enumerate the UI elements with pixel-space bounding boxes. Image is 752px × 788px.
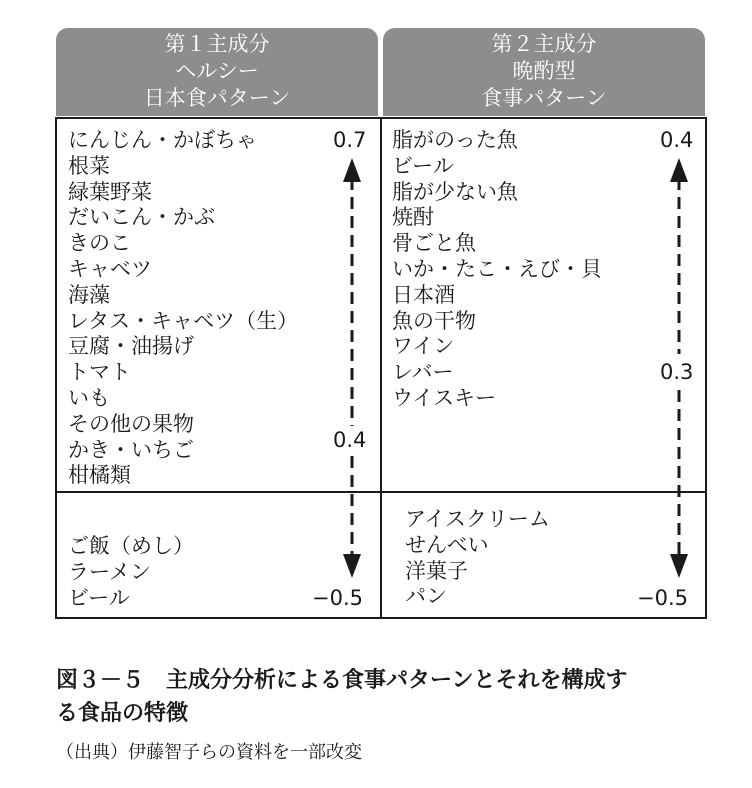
list-item: いか・たこ・えび・貝: [392, 256, 602, 281]
sign-divider: [55, 491, 707, 493]
pc2-header: [383, 28, 705, 116]
list-item: 柑橘類: [68, 463, 131, 488]
list-item: 骨ごと魚: [392, 231, 476, 256]
figure-source: （出典）伊藤智子らの資料を一部改変: [56, 742, 362, 763]
list-item: レバー: [392, 360, 454, 385]
pc2-arrow-head-down: [670, 554, 688, 578]
list-item: せんべい: [405, 532, 489, 557]
list-item: 脂が少ない魚: [392, 179, 518, 204]
pc2-top-value: 0.4: [660, 128, 694, 152]
list-item: ウイスキー: [392, 385, 497, 410]
list-item: 日本酒: [392, 282, 455, 307]
pc1-dashed-arrow: [340, 158, 364, 578]
list-item: ビール: [68, 585, 130, 610]
list-item: 魚の干物: [392, 308, 476, 333]
pc1-arrow-head-up: [343, 158, 361, 182]
pc2-header-title: 第２主成分: [491, 32, 597, 56]
list-item: パン: [405, 584, 447, 609]
list-item: ご飯（めし）: [68, 534, 194, 558]
pc1-header-pattern: 日本食パターン: [143, 86, 291, 110]
list-item: だいこん・かぶ: [68, 205, 215, 230]
list-item: トマト: [68, 360, 131, 385]
pc2-header-pattern: 食事パターン: [481, 86, 607, 110]
pc1-positive-list: [68, 128, 298, 489]
figure-caption-line1: 図３－５ 主成分分析による食事パターンとそれを構成す: [56, 668, 628, 693]
list-item: アイスクリーム: [405, 507, 550, 531]
list-item: 洋菓子: [405, 558, 468, 583]
list-item: 焼酎: [392, 205, 434, 230]
pc1-header-name: ヘルシー: [175, 59, 259, 83]
list-item: きのこ: [68, 231, 131, 256]
list-item: 脂がのった魚: [392, 128, 518, 152]
column-divider: [380, 117, 382, 619]
pc2-mid-value: 0.3: [660, 360, 694, 384]
list-item: レタス・キャベツ（生）: [68, 308, 299, 333]
pc2-dashed-arrow: [667, 158, 691, 578]
pc1-header: [56, 28, 378, 116]
list-item: いも: [68, 385, 110, 410]
figure-caption-line2: る食品の特徴: [56, 701, 189, 726]
list-item: 海藻: [68, 282, 110, 307]
list-item: 根菜: [68, 153, 110, 178]
pc2-positive-list: [392, 128, 602, 412]
list-item: にんじん・かぼちゃ: [68, 128, 257, 152]
pc1-arrow-head-down: [343, 554, 361, 578]
list-item: その他の果物: [68, 411, 194, 436]
list-item: かき・いちご: [68, 437, 194, 462]
list-item: 緑葉野菜: [68, 179, 152, 204]
figure-caption: [56, 664, 716, 730]
list-item: キャベツ: [68, 256, 152, 281]
pc1-bottom-value: −0.5: [312, 586, 363, 610]
pc1-negative-list: [68, 534, 194, 611]
pc2-bottom-value: −0.5: [637, 586, 688, 610]
pc1-header-title: 第１主成分: [164, 32, 270, 56]
list-item: ビール: [392, 153, 454, 178]
list-item: 豆腐・油揚げ: [68, 334, 194, 359]
pc1-mid-value: 0.4: [333, 428, 367, 452]
list-item: ワイン: [392, 334, 455, 359]
list-item: ラーメン: [68, 559, 151, 584]
pc2-arrow-head-up: [670, 158, 688, 182]
pc2-negative-list: [405, 507, 550, 610]
pc1-top-value: 0.7: [333, 128, 367, 152]
pc2-header-name: 晩酌型: [512, 59, 576, 83]
